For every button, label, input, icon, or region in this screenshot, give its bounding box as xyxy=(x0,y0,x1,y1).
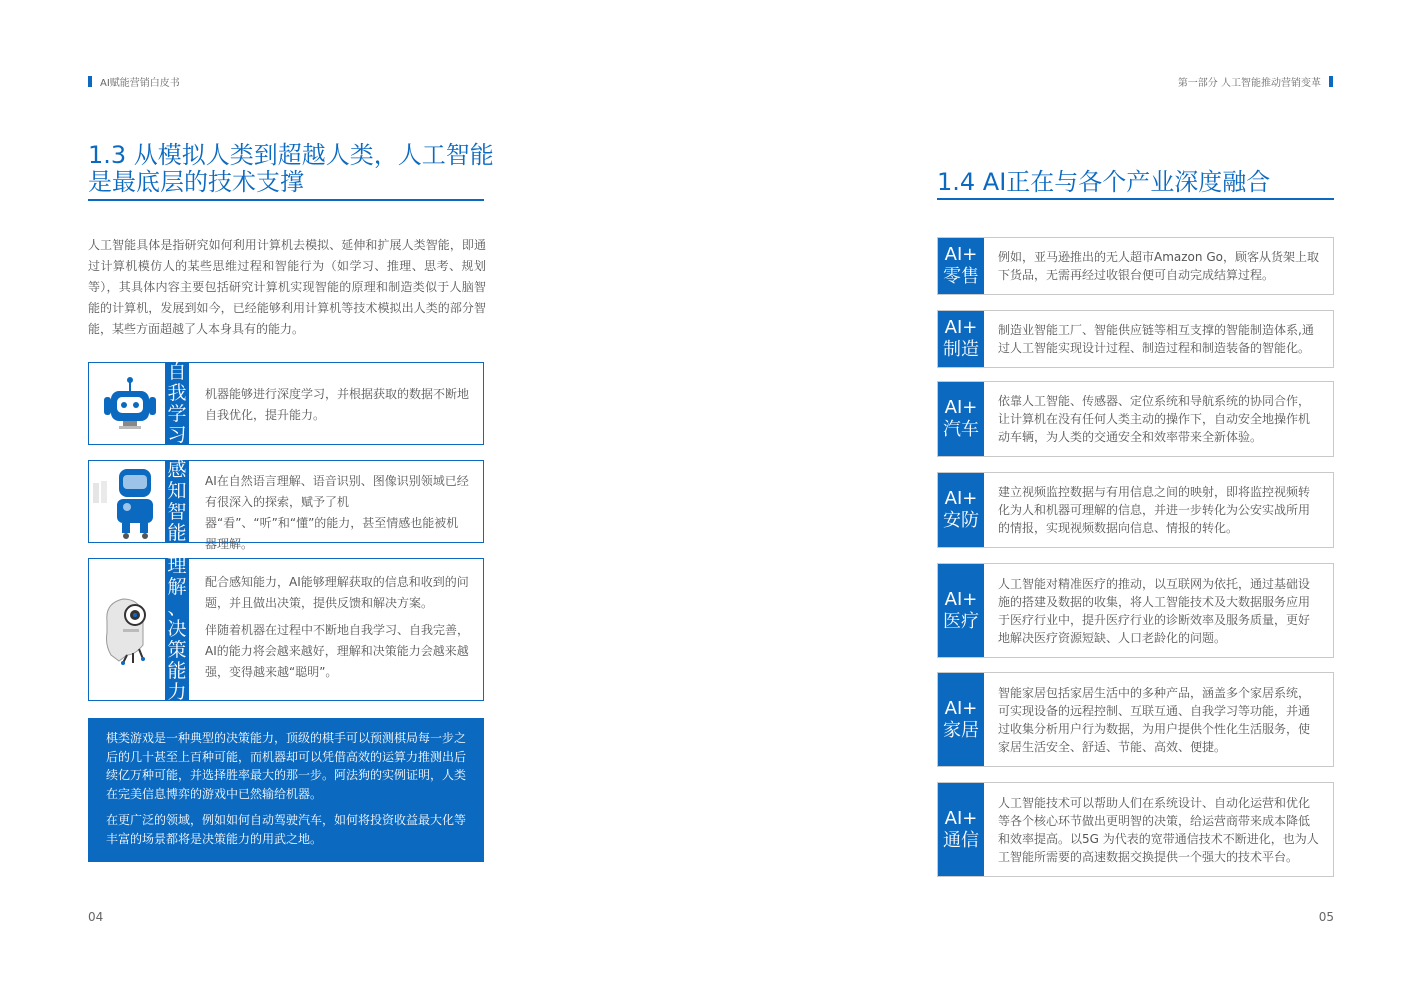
feature-description xyxy=(205,572,469,683)
robot-body-icon xyxy=(89,461,165,542)
industry-name: 医疗 xyxy=(943,610,979,632)
feature-paragraph: 机器能够进行深度学习，并根据获取的数据不断地自我优化，提升能力。 xyxy=(205,387,470,422)
decision-callout-box xyxy=(88,718,484,862)
robot-face-icon xyxy=(89,363,165,444)
title-line-2: 是最底层的技术支撑 xyxy=(88,168,304,196)
label-char: 力 xyxy=(167,681,187,703)
industry-prefix: AI+ xyxy=(944,588,978,610)
industry-description: 智能家居包括家居生活中的多种产品，涵盖多个家居系统，可实现设备的远程控制、互联互通、自我学习等功能，并通过收集分析用户行为数据，为用户提供个性化生活服务，使家居生活安全、舒适、节能、高效、便捷。 xyxy=(998,685,1311,754)
industry-automotive xyxy=(937,381,1334,457)
industry-description: 人工智能对精准医疗的推动，以互联网为依托，通过基础设施的搭建及数据的收集，将人工智能技术及大数据服务应用于医疗行业中，提升医疗行业的诊断效率及服务质量，更好地解决医疗资源短缺、人口老龄化的问题。 xyxy=(998,576,1311,645)
industry-label xyxy=(938,783,984,876)
label-char: 习 xyxy=(167,423,187,446)
industry-retail xyxy=(937,237,1334,295)
feature-perception xyxy=(88,458,484,551)
label-char: 决 xyxy=(167,618,187,640)
feature-understanding-decision xyxy=(88,555,484,703)
label-char: 能 xyxy=(167,521,187,544)
industry-label xyxy=(938,673,984,766)
feature-description xyxy=(205,384,469,426)
title-line-1: 1.3 从模拟人类到超越人类，人工智能 xyxy=(88,141,494,169)
feature-label xyxy=(165,458,189,544)
industry-smart-home xyxy=(937,672,1334,767)
industry-name: 家居 xyxy=(943,719,979,741)
industry-name: 汽车 xyxy=(943,419,979,440)
industry-name: 制造 xyxy=(943,339,979,360)
industry-healthcare xyxy=(937,563,1334,658)
title-underline xyxy=(88,199,484,201)
label-char: 解 xyxy=(167,576,187,598)
intro-paragraph: 人工智能具体是指研究如何利用计算机去模拟、延伸和扩展人类智能，即通过计算机模仿人的某些思维过程和智能行为（如学习、推理、思考、规划等），其具体内容主要包括研究计算机实现智能的原理和制造类似于人脑智能的计算机，发展到如今，已经能够利用计算机等技术模拟出人类的部分智能，某些方面超越了人本身具有的能力。 xyxy=(88,238,486,336)
industry-label xyxy=(938,382,984,456)
running-header-right xyxy=(1178,74,1333,89)
label-char: 理 xyxy=(167,555,187,577)
running-header-left xyxy=(88,74,180,89)
industry-name: 通信 xyxy=(943,829,979,851)
industry-description: 依靠人工智能、传感器、定位系统和导航系统的协同合作，让计算机在没有任何人类主动的操作下，自动安全地操作机动车辆，为人类的交通安全和效率带来全新体验。 xyxy=(998,394,1311,444)
feature-label xyxy=(165,555,189,703)
industry-description: 建立视频监控数据与有用信息之间的映射，即将监控视频转化为人和机器可理解的信息，并进一步转化为公安实战所用的情报，实现视频数据向信息、情报的转化。 xyxy=(998,485,1311,535)
industry-prefix: AI+ xyxy=(944,317,978,338)
label-char: 、 xyxy=(167,597,187,619)
industry-prefix: AI+ xyxy=(944,697,978,719)
feature-self-learning xyxy=(88,362,484,445)
industry-prefix: AI+ xyxy=(944,488,978,509)
industry-prefix: AI+ xyxy=(944,397,978,418)
section-title-1-3 xyxy=(88,142,498,196)
header-accent-bar xyxy=(1329,76,1333,87)
label-char: 智 xyxy=(167,500,187,523)
label-char: 策 xyxy=(167,639,187,661)
robot-head-icon xyxy=(89,559,165,700)
feature-paragraph: AI在自然语言理解、语音识别、图像识别领域已经有很深入的探索，赋予了机器“看”、“听”和“懂”的能力，甚至情感也能被机器理解。 xyxy=(205,474,469,551)
industry-prefix: AI+ xyxy=(944,807,978,829)
industry-description: 人工智能技术可以帮助人们在系统设计、自动化运营和优化等各个核心环节做出更明智的决策，给运营商带来成本降低和效率提高。以5G 为代表的宽带通信技术不断进化，也为人工智能所需要的高速数据交换提供一个强大的技术平台。 xyxy=(998,795,1319,864)
header-right-text: 第一部分 人工智能推动营销变革 xyxy=(1177,78,1321,89)
industry-label xyxy=(938,238,984,294)
industry-label xyxy=(938,311,984,367)
label-char: 感 xyxy=(167,458,187,481)
industry-label xyxy=(938,564,984,657)
industry-description: 例如，亚马逊推出的无人超市Amazon Go，顾客从货架上取下货品，无需再经过收银台便可自动完成结算过程。 xyxy=(998,250,1319,282)
label-char: 能 xyxy=(167,660,187,682)
industry-name: 安防 xyxy=(943,510,979,531)
title-underline xyxy=(937,198,1334,200)
header-accent-bar xyxy=(88,76,92,87)
callout-paragraph: 在更广泛的领域，例如如何自动驾驶汽车，如何将投资收益最大化等丰富的场景都将是决策能力的用武之地。 xyxy=(106,813,467,846)
industry-prefix: AI+ xyxy=(944,244,978,265)
feature-paragraph: 配合感知能力，AI能够理解获取的信息和收到的问题，并且做出决策，提供反馈和解决方案。 xyxy=(205,575,469,610)
industry-security xyxy=(937,472,1334,548)
page-number-right: 05 xyxy=(1318,910,1334,924)
feature-paragraph: 伴随着机器在过程中不断地自我学习、自我完善，AI的能力将会越来越好，理解和决策能力会越来越强，变得越来越“聪明”。 xyxy=(205,623,470,679)
label-char: 自 xyxy=(167,360,187,383)
section-title-1-4: 1.4 AI正在与各个产业深度融合 xyxy=(937,168,1271,196)
feature-label xyxy=(165,360,189,446)
industry-label xyxy=(938,473,984,547)
label-char: 学 xyxy=(167,402,187,425)
label-char: 知 xyxy=(167,479,187,502)
callout-paragraph: 棋类游戏是一种典型的决策能力，顶级的棋手可以预测棋局每一步之后的几十甚至上百种可能，而机器却可以凭借高效的运算力推测出后续亿万种可能，并选择胜率最大的那一步。阿法狗的实例证明，人类在完美信息博弈的游戏中已然输给机器。 xyxy=(106,731,467,801)
page-number-left: 04 xyxy=(88,910,104,924)
industry-description: 制造业智能工厂、智能供应链等相互支撑的智能制造体系,通过人工智能实现设计过程、制造过程和制造装备的智能化。 xyxy=(998,323,1314,355)
label-char: 我 xyxy=(167,381,187,404)
feature-description xyxy=(205,471,469,555)
industry-telecom xyxy=(937,782,1334,877)
industry-manufacturing xyxy=(937,310,1334,368)
industry-name: 零售 xyxy=(943,266,979,287)
header-left-text: AI赋能营销白皮书 xyxy=(100,78,180,89)
